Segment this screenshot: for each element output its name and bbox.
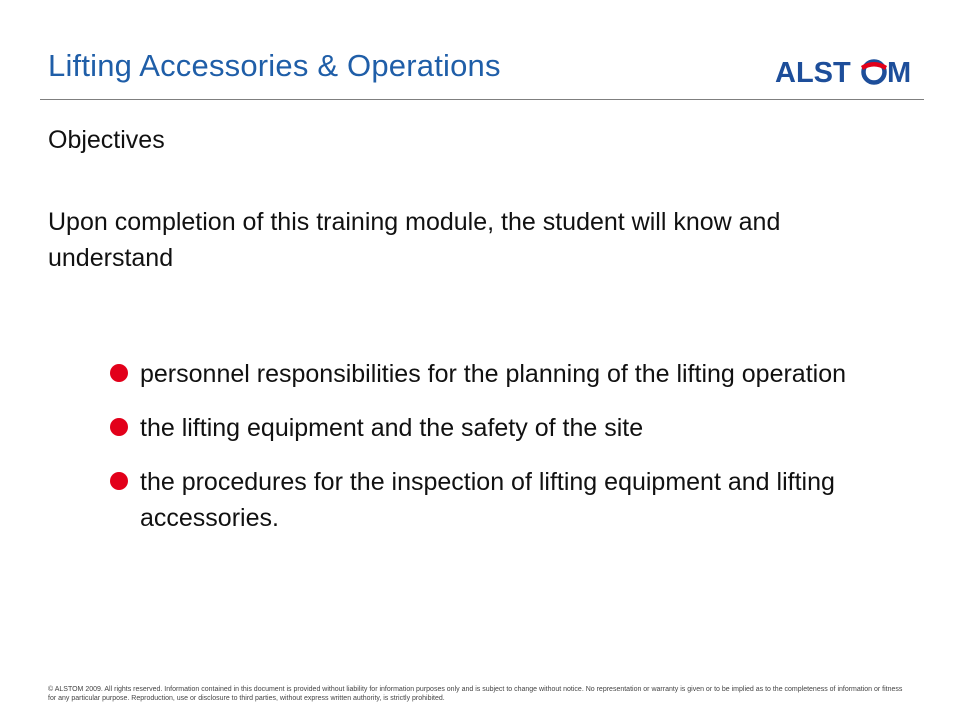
logo-text-m: M <box>887 57 912 88</box>
objective-text: the procedures for the inspection of lifting equipment and lifting accessories. <box>140 468 835 532</box>
bullet-dot-icon <box>110 472 128 490</box>
slide-title: Lifting Accessories & Operations <box>48 48 501 83</box>
objective-item <box>108 464 908 536</box>
objective-text: personnel responsibilities for the planning of the lifting operation <box>140 360 847 388</box>
objective-item <box>108 356 908 392</box>
objective-text: the lifting equipment and the safety of the site <box>140 414 644 442</box>
header-divider <box>40 99 924 100</box>
alstom-logo <box>775 56 925 88</box>
objectives-list <box>108 356 908 554</box>
legal-footer: © ALSTOM 2009. All rights reserved. Information contained in this document is provided without liability for information purposes only and is subject to change without notice. No representation or warranty is given or to be implied as to the completeness of information or fitness for any particular purpose. Reproduction, use or disclosure to third parties, without express written authority, is strictly prohibited. <box>48 686 903 702</box>
objective-item <box>108 410 908 446</box>
section-heading: Objectives <box>48 126 165 154</box>
bullet-dot-icon <box>110 364 128 382</box>
bullet-dot-icon <box>110 418 128 436</box>
logo-text-alst: ALST <box>775 57 851 88</box>
intro-text: Upon completion of this training module, the student will know and understand <box>48 208 781 272</box>
